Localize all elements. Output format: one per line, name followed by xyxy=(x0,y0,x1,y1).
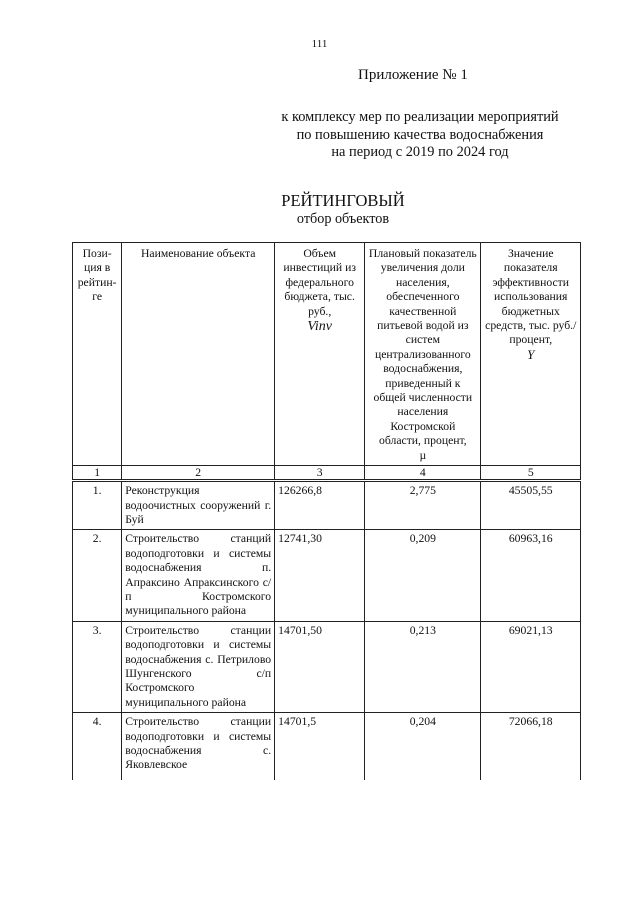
header-position xyxy=(73,243,122,466)
row-investment: 126266,8 xyxy=(275,481,365,530)
row-investment: 14701,50 xyxy=(275,621,365,712)
table-row xyxy=(73,713,581,781)
column-number: 5 xyxy=(481,466,581,481)
row-efficiency: 45505,55 xyxy=(481,481,581,530)
row-object-name: Реконструкция водоочистных сооружений г. Буй xyxy=(122,481,275,530)
header-name-text: Наименование объекта xyxy=(140,247,256,260)
header-name xyxy=(122,243,275,466)
subtitle-line: к комплексу мер по реализации мероприятий xyxy=(281,109,559,125)
row-investment: 12741,30 xyxy=(275,530,365,621)
annex-subtitle xyxy=(240,109,600,162)
row-position: 4. xyxy=(73,713,122,781)
header-indicator-text: Плановый показатель увеличения доли населения, обеспеченного качественной питьевой водой из систем централизованного водоснабжения, приведенный к общей численности населения Костромской области, процент, xyxy=(368,247,477,448)
subtitle-line: на период с 2019 по 2024 год xyxy=(331,144,509,160)
header-investment xyxy=(275,243,365,466)
header-efficiency-text: Значение показателя эффективности использования бюджетных средств, тыс. руб./процент, xyxy=(485,247,577,347)
row-position: 1. xyxy=(73,481,122,530)
row-object-name: Строительство станции водоподготовки и системы водоснабжения с. Яковлевское xyxy=(122,713,275,781)
table-row xyxy=(73,481,581,530)
document-title: РЕЙТИНГОВЫЙ xyxy=(281,191,405,210)
table-row xyxy=(73,621,581,712)
page-number: 111 xyxy=(311,38,328,50)
table-row xyxy=(73,530,581,621)
row-indicator: 0,204 xyxy=(365,713,481,781)
row-efficiency: 69021,13 xyxy=(481,621,581,712)
row-indicator: 0,213 xyxy=(365,621,481,712)
header-investment-text: Объем инвестиций из федерального бюджета, тыс. руб., xyxy=(283,247,356,318)
row-object-name: Строительство станций водоподготовки и системы водоснабжения п. Апраксино Апраксинского с/п Костромского муниципального района xyxy=(122,530,275,621)
header-efficiency xyxy=(481,243,581,466)
table-header-row xyxy=(73,243,581,466)
mu-symbol: µ xyxy=(419,448,427,462)
document-subtitle: отбор объектов xyxy=(296,211,390,227)
row-object-name: Строительство станции водоподготовки и системы водоснабжения с. Петрилово Шунгенского с/п Костромского муниципального района xyxy=(122,621,275,712)
row-investment: 14701,5 xyxy=(275,713,365,781)
subtitle-line: по повышению качества водоснабжения xyxy=(296,126,544,143)
row-indicator: 0,209 xyxy=(365,530,481,621)
row-efficiency: 72066,18 xyxy=(481,713,581,781)
column-number: 2 xyxy=(122,466,275,481)
row-position: 3. xyxy=(73,621,122,712)
row-position: 2. xyxy=(73,530,122,621)
row-indicator: 2,775 xyxy=(365,481,481,530)
annex-label: Приложение № 1 xyxy=(358,67,468,83)
vinv-symbol: Vinv xyxy=(307,319,332,335)
column-number: 1 xyxy=(73,466,122,481)
rating-table xyxy=(72,242,581,780)
row-efficiency: 60963,16 xyxy=(481,530,581,621)
column-number: 4 xyxy=(365,466,481,481)
header-indicator xyxy=(365,243,481,466)
y-symbol: Y xyxy=(527,346,535,362)
column-number-row xyxy=(73,466,581,481)
column-number: 3 xyxy=(275,466,365,481)
header-position-text: Пози-ция в рейтин-ге xyxy=(77,247,117,304)
